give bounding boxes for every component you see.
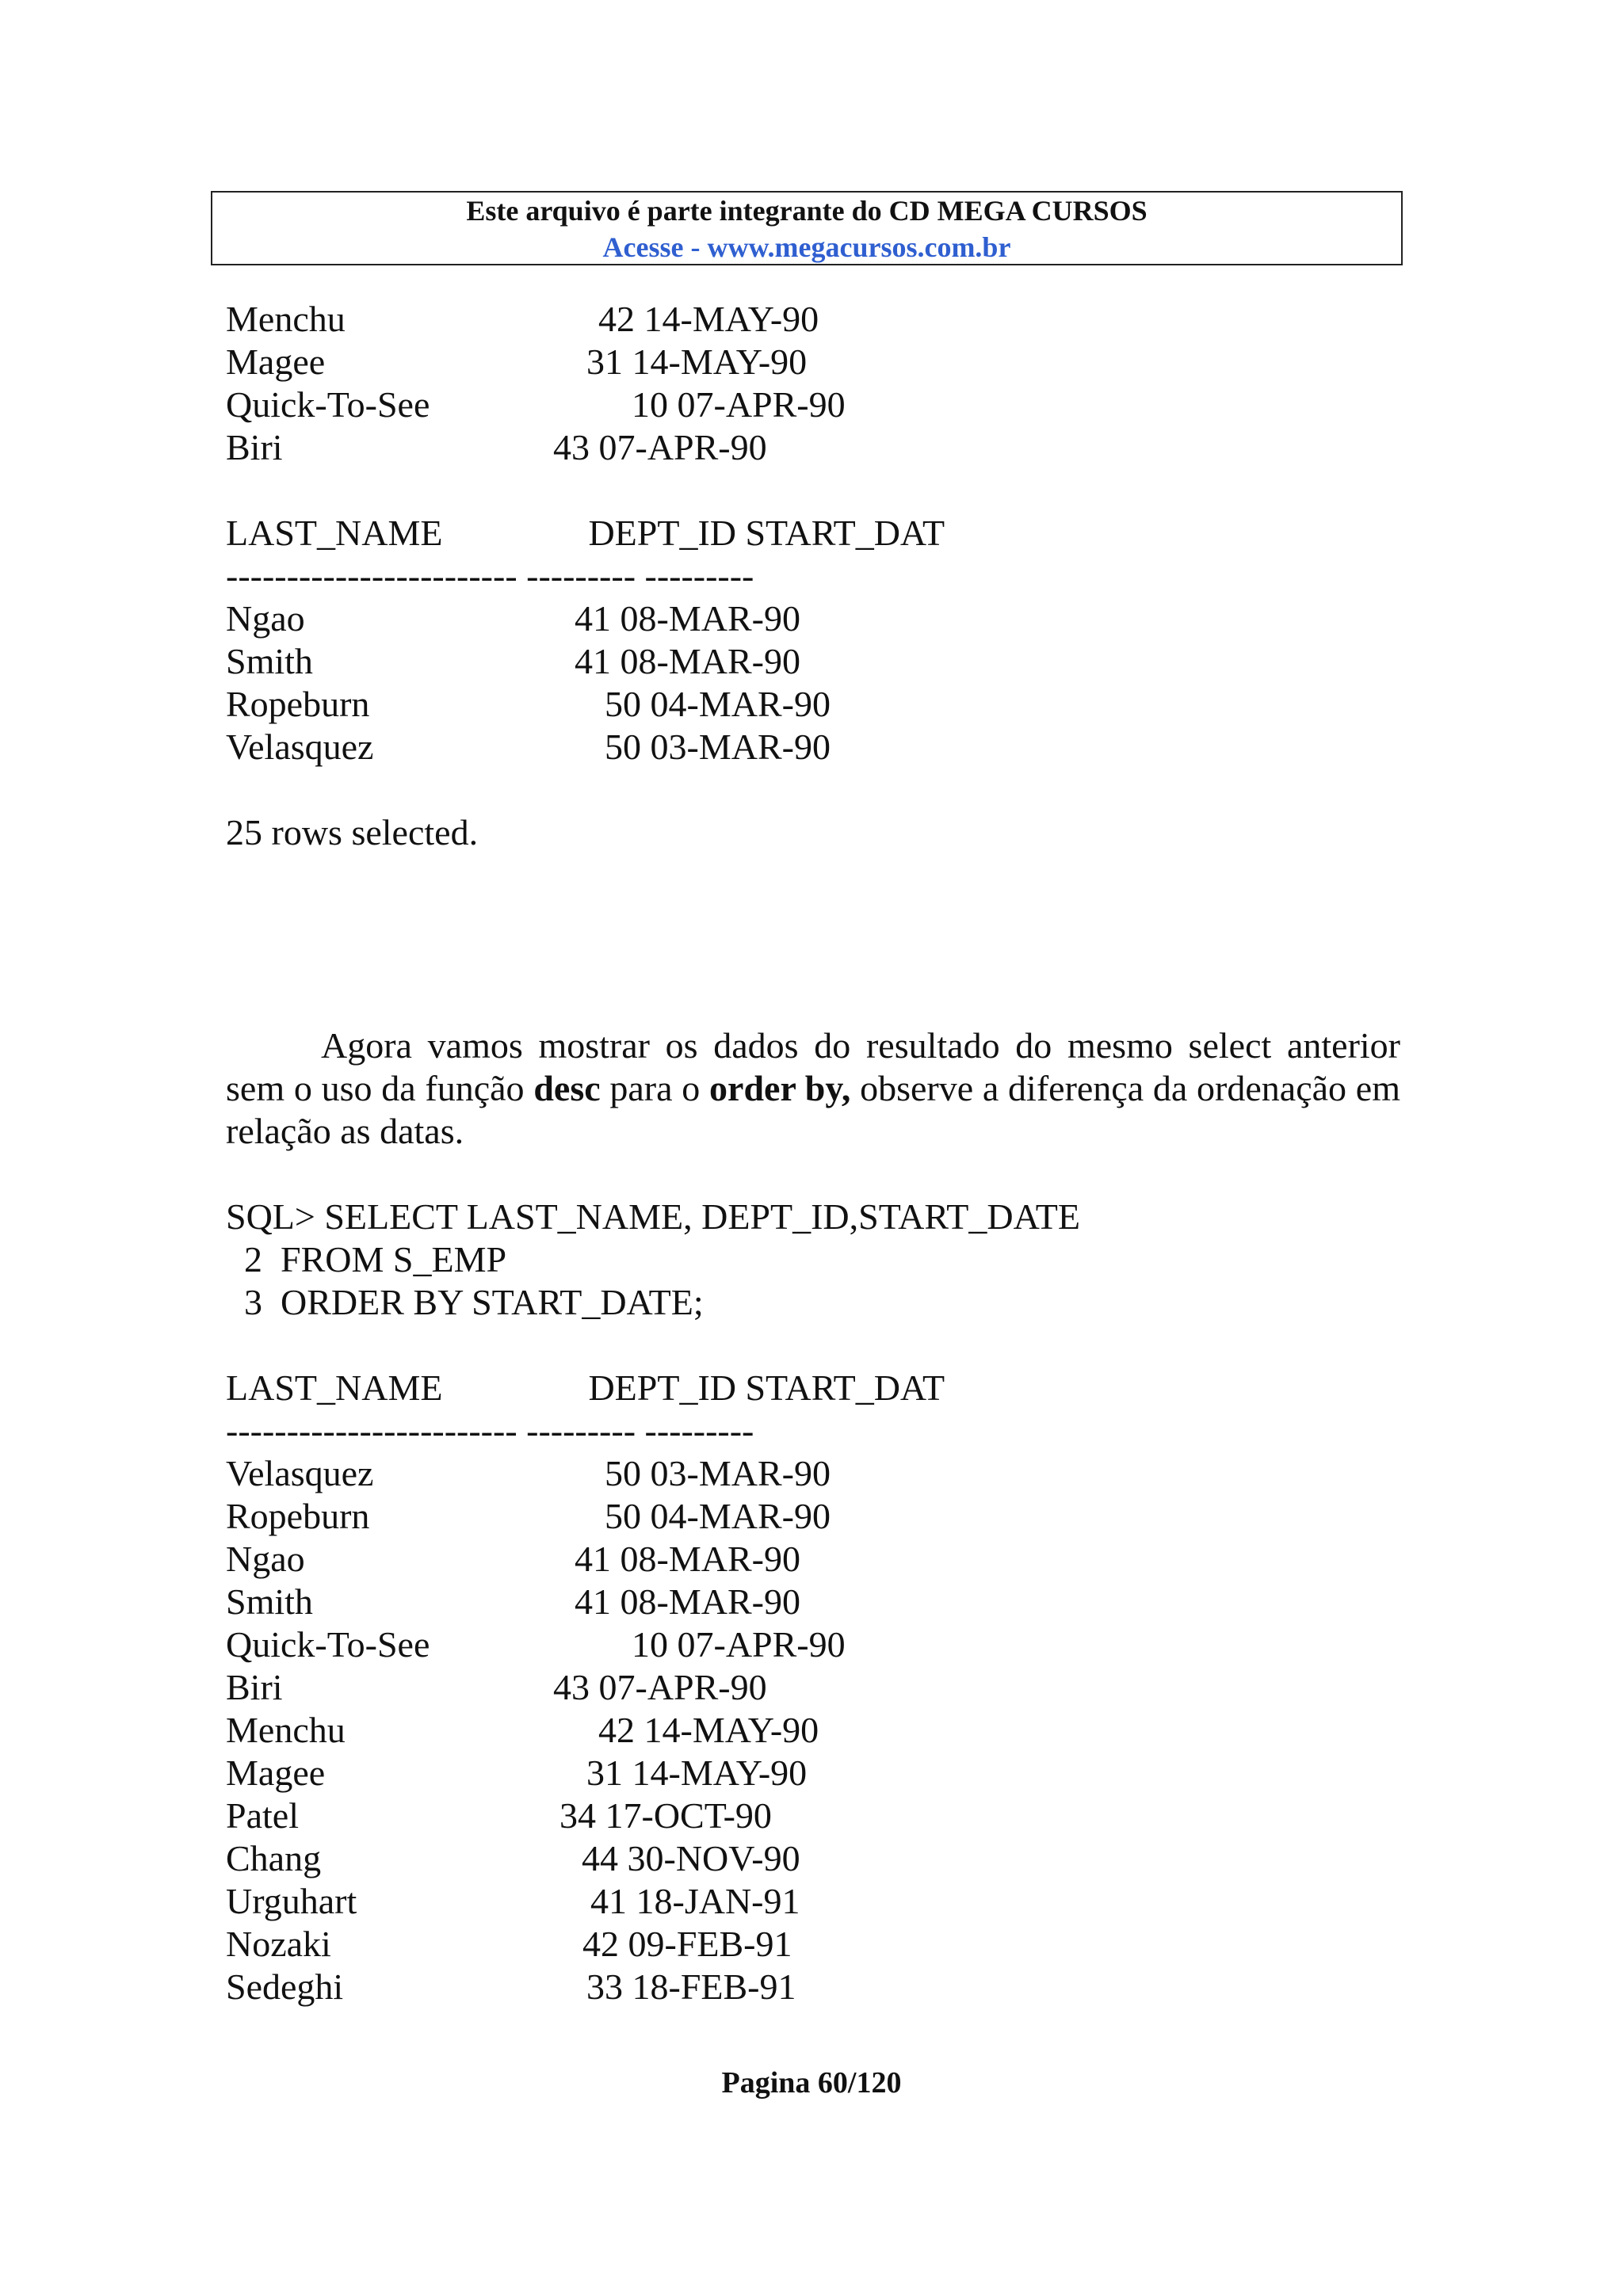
paragraph-bold: desc <box>533 1068 601 1108</box>
sql-line: 3 ORDER BY START_DATE; <box>226 1282 704 1322</box>
result-row-value: 10 07-APR-90 <box>632 1624 846 1665</box>
result-row-name: Menchu <box>226 1710 346 1750</box>
explanation-paragraph <box>226 1024 1400 1153</box>
paragraph-bold: order by, <box>709 1068 851 1108</box>
result-row-name: Chang <box>226 1838 322 1878</box>
sql-line: 2 FROM S_EMP <box>226 1239 507 1280</box>
result-row-value: 42 09-FEB-91 <box>582 1924 792 1964</box>
result-row-value: 41 08-MAR-90 <box>575 641 800 681</box>
page-header-box <box>211 191 1403 265</box>
result-row-name: Velasquez <box>226 727 374 767</box>
result-row-value: 44 30-NOV-90 <box>582 1838 800 1878</box>
result-row-name: Menchu <box>226 299 346 339</box>
result-row-value: 41 08-MAR-90 <box>575 1581 800 1622</box>
result-row-name: Biri <box>226 1667 283 1707</box>
result-row-name: Smith <box>226 1581 313 1622</box>
result-row-value: 50 04-MAR-90 <box>605 684 831 724</box>
result-row-value: 31 14-MAY-90 <box>586 341 808 382</box>
result-row-value: 42 14-MAY-90 <box>598 299 819 339</box>
header-title: Este arquivo é parte integrante do CD MEGA CURSOS <box>466 195 1148 227</box>
sql-line: SQL> SELECT LAST_NAME, DEPT_ID,START_DATE <box>226 1196 1080 1237</box>
result-row-value: 33 18-FEB-91 <box>586 1966 796 2007</box>
page-number: Pagina 60/120 <box>721 2066 902 2100</box>
result-row-name: Smith <box>226 641 313 681</box>
table-header: LAST_NAME DEPT_ID START_DAT <box>226 513 945 553</box>
table-separator: ------------------------ --------- --------- <box>226 1410 754 1451</box>
table-separator: ------------------------ --------- --------- <box>226 555 754 596</box>
result-row-value: 31 14-MAY-90 <box>586 1753 808 1793</box>
result-row-value: 41 08-MAR-90 <box>575 598 800 639</box>
result-row-name: Biri <box>226 427 283 467</box>
paragraph-text: Agora vamos mostrar os dados do resultado do mesmo select anterior sem o uso da função <box>226 1025 1400 1108</box>
result-row-value: 50 03-MAR-90 <box>605 1453 831 1493</box>
result-row-value: 42 14-MAY-90 <box>598 1710 819 1750</box>
result-row-name: Quick-To-See <box>226 384 430 425</box>
rows-selected-text: 25 rows selected. <box>226 812 479 852</box>
result-row-name: Magee <box>226 1753 326 1793</box>
result-row-value: 43 07-APR-90 <box>553 427 767 467</box>
result-row-value: 10 07-APR-90 <box>632 384 846 425</box>
table-header: LAST_NAME DEPT_ID START_DAT <box>226 1367 945 1408</box>
paragraph-text: observe a diferença da ordenação em relação as datas. <box>226 1068 1400 1151</box>
result-row-name: Velasquez <box>226 1453 374 1493</box>
result-row-value: 50 04-MAR-90 <box>605 1496 831 1536</box>
result-row-name: Urguhart <box>226 1881 357 1921</box>
result-row-name: Ropeburn <box>226 684 370 724</box>
result-row-name: Patel <box>226 1795 299 1836</box>
result-row-name: Ropeburn <box>226 1496 370 1536</box>
result-row-name: Ngao <box>226 598 305 639</box>
result-row-value: 41 18-JAN-91 <box>590 1881 800 1921</box>
result-row-value: 50 03-MAR-90 <box>605 727 831 767</box>
result-row-name: Nozaki <box>226 1924 331 1964</box>
result-row-name: Sedeghi <box>226 1966 344 2007</box>
result-row-value: 34 17-OCT-90 <box>559 1795 772 1836</box>
result-row-value: 41 08-MAR-90 <box>575 1539 800 1579</box>
result-row-name: Quick-To-See <box>226 1624 430 1665</box>
result-row-value: 43 07-APR-90 <box>553 1667 767 1707</box>
result-row-name: Ngao <box>226 1539 305 1579</box>
result-row-name: Magee <box>226 341 326 382</box>
paragraph-text: para o <box>600 1068 710 1108</box>
header-link[interactable]: Acesse - www.megacursos.com.br <box>602 231 1011 263</box>
